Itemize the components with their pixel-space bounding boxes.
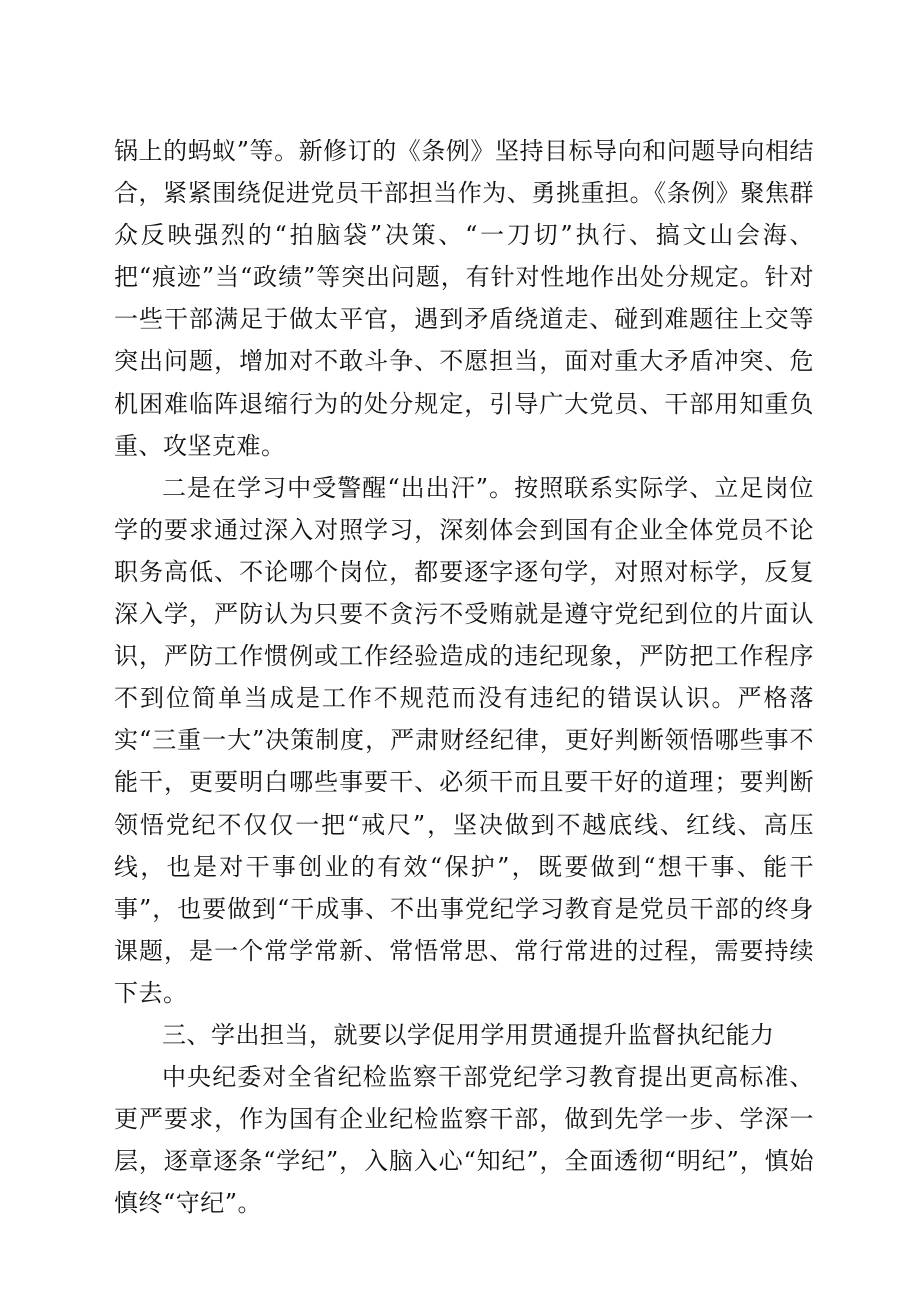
section-heading-three: 三、学出担当，就要以学促用学用贯通提升监督执纪能力 [162,1020,775,1049]
paragraph-point-two: 二是在学习中受警醒“出出汗”。按照联系实际学、立足岗位学的要求通过深入对照学习，深刻体会到国有企业全体党员不论职务高低、不论哪个岗位，都要逐字逐句学，对照对标学，反复深入学，严防认为只要不贪污不受贿就是遵守党纪到位的片面认识，严防工作惯例或工作经验造成的违纪现象，严防把工作程序不到位简单当成是工作不规范而没有违纪的错误认识。严格落实“三重一大”决策制度，严肃财经纪律，更好判断领悟哪些事不能干，更要明白哪些事要干、必须干而且要干好的道理；要判断领悟党纪不仅仅一把“戒尺”，坚决做到不越底线、红线、高压线，也是对干事创业的有效“保护”，既要做到“想干事、能干事”，也要做到“干成事、不出事党纪学习教育是党员干部的终身课题，是一个常学常新、常悟常思、常行常进的过程，需要持续下去。 [114,473,814,1007]
paragraph-continued: 锅上的蚂蚁”等。新修订的《条例》坚持目标导向和问题导向相结合，紧紧围绕促进党员干部担当作为、勇挑重担。《条例》聚焦群众反映强烈的“拍脑袋”决策、“一刀切”执行、搞文山会海、把“痕迹”当“政绩”等突出问题，有针对性地作出处分规定。针对一些干部满足于做太平官，遇到矛盾绕道走、碰到难题往上交等突出问题，增加对不敢斗争、不愿担当，面对重大矛盾冲突、危机困难临阵退缩行为的处分规定，引导广大党员、干部用知重负重、攻坚克难。 [114,137,814,460]
paragraph-section-three: 中央纪委对全省纪检监察干部党纪学习教育提出更高标准、更严要求，作为国有企业纪检监察干部，做到先学一步、学深一层，逐章逐条“学纪”，入脑入心“知纪”，全面透彻“明纪”，慎始慎终“守纪”。 [114,1063,814,1218]
document-body [114,130,814,1224]
